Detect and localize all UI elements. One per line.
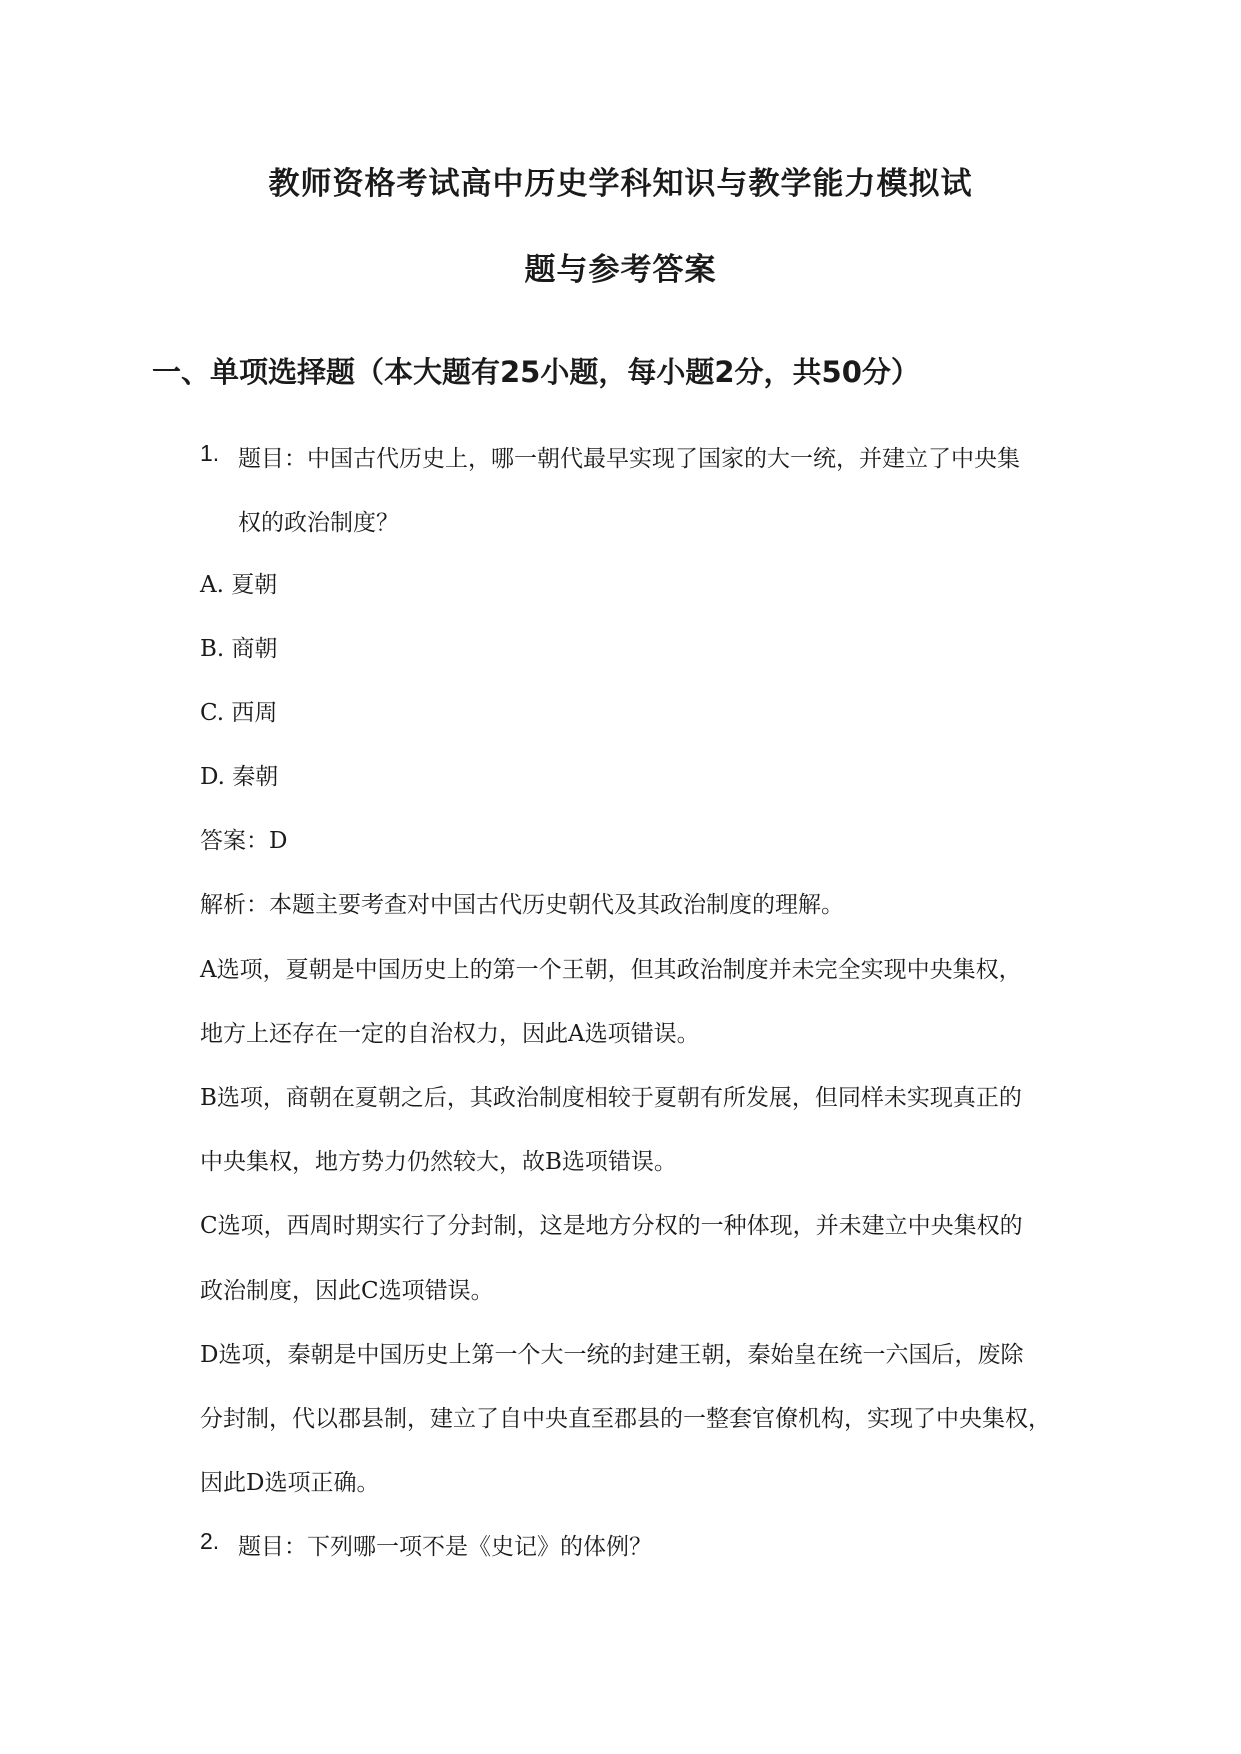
document-title-line-2: 题与参考答案	[524, 252, 717, 288]
question-1-analysis-line-8: D选项，秦朝是中国历史上第一个大一统的封建王朝，秦始皇在统一六国后，废除	[200, 1342, 1024, 1368]
question-1-number: 1.	[200, 440, 220, 466]
question-1-analysis-line-9: 分封制，代以郡县制，建立了自中央直至郡县的一整套官僚机构，实现了中央集权，	[200, 1406, 1051, 1432]
question-1-option-c: C. 西周	[200, 700, 278, 726]
question-1-analysis-line-7: 政治制度，因此C选项错误。	[200, 1278, 494, 1304]
question-2-number: 2.	[200, 1528, 220, 1554]
question-1-text-line-2: 权的政治制度？	[238, 510, 399, 536]
question-1-option-d: D. 秦朝	[200, 764, 279, 790]
question-2-text-line-1: 题目：下列哪一项不是《史记》的体例？	[238, 1534, 652, 1560]
question-1-analysis-line-1: 解析：本题主要考查对中国古代历史朝代及其政治制度的理解。	[200, 892, 844, 918]
question-1-option-b: B. 商朝	[200, 636, 278, 662]
question-1-analysis-line-6: C选项，西周时期实行了分封制，这是地方分权的一种体现，并未建立中央集权的	[200, 1213, 1023, 1239]
question-1-analysis-line-5: 中央集权，地方势力仍然较大，故B选项错误。	[200, 1149, 677, 1175]
section-heading: 一、单项选择题（本大题有25小题，每小题2分，共50分）	[152, 355, 920, 389]
question-1-analysis-line-2: A选项，夏朝是中国历史上的第一个王朝，但其政治制度并未完全实现中央集权，	[200, 957, 1022, 983]
question-1-analysis-line-10: 因此D选项正确。	[200, 1470, 380, 1496]
question-1-analysis-line-4: B选项，商朝在夏朝之后，其政治制度相较于夏朝有所发展，但同样未实现真正的	[200, 1085, 1022, 1111]
question-1-option-a: A. 夏朝	[200, 572, 278, 598]
question-1-text-line-1: 题目：中国古代历史上，哪一朝代最早实现了国家的大一统，并建立了中央集	[238, 446, 1020, 472]
question-1-answer: 答案：D	[200, 828, 288, 854]
question-1-analysis-line-3: 地方上还存在一定的自治权力，因此A选项错误。	[200, 1021, 700, 1047]
document-title-line-1: 教师资格考试高中历史学科知识与教学能力模拟试	[268, 166, 973, 202]
